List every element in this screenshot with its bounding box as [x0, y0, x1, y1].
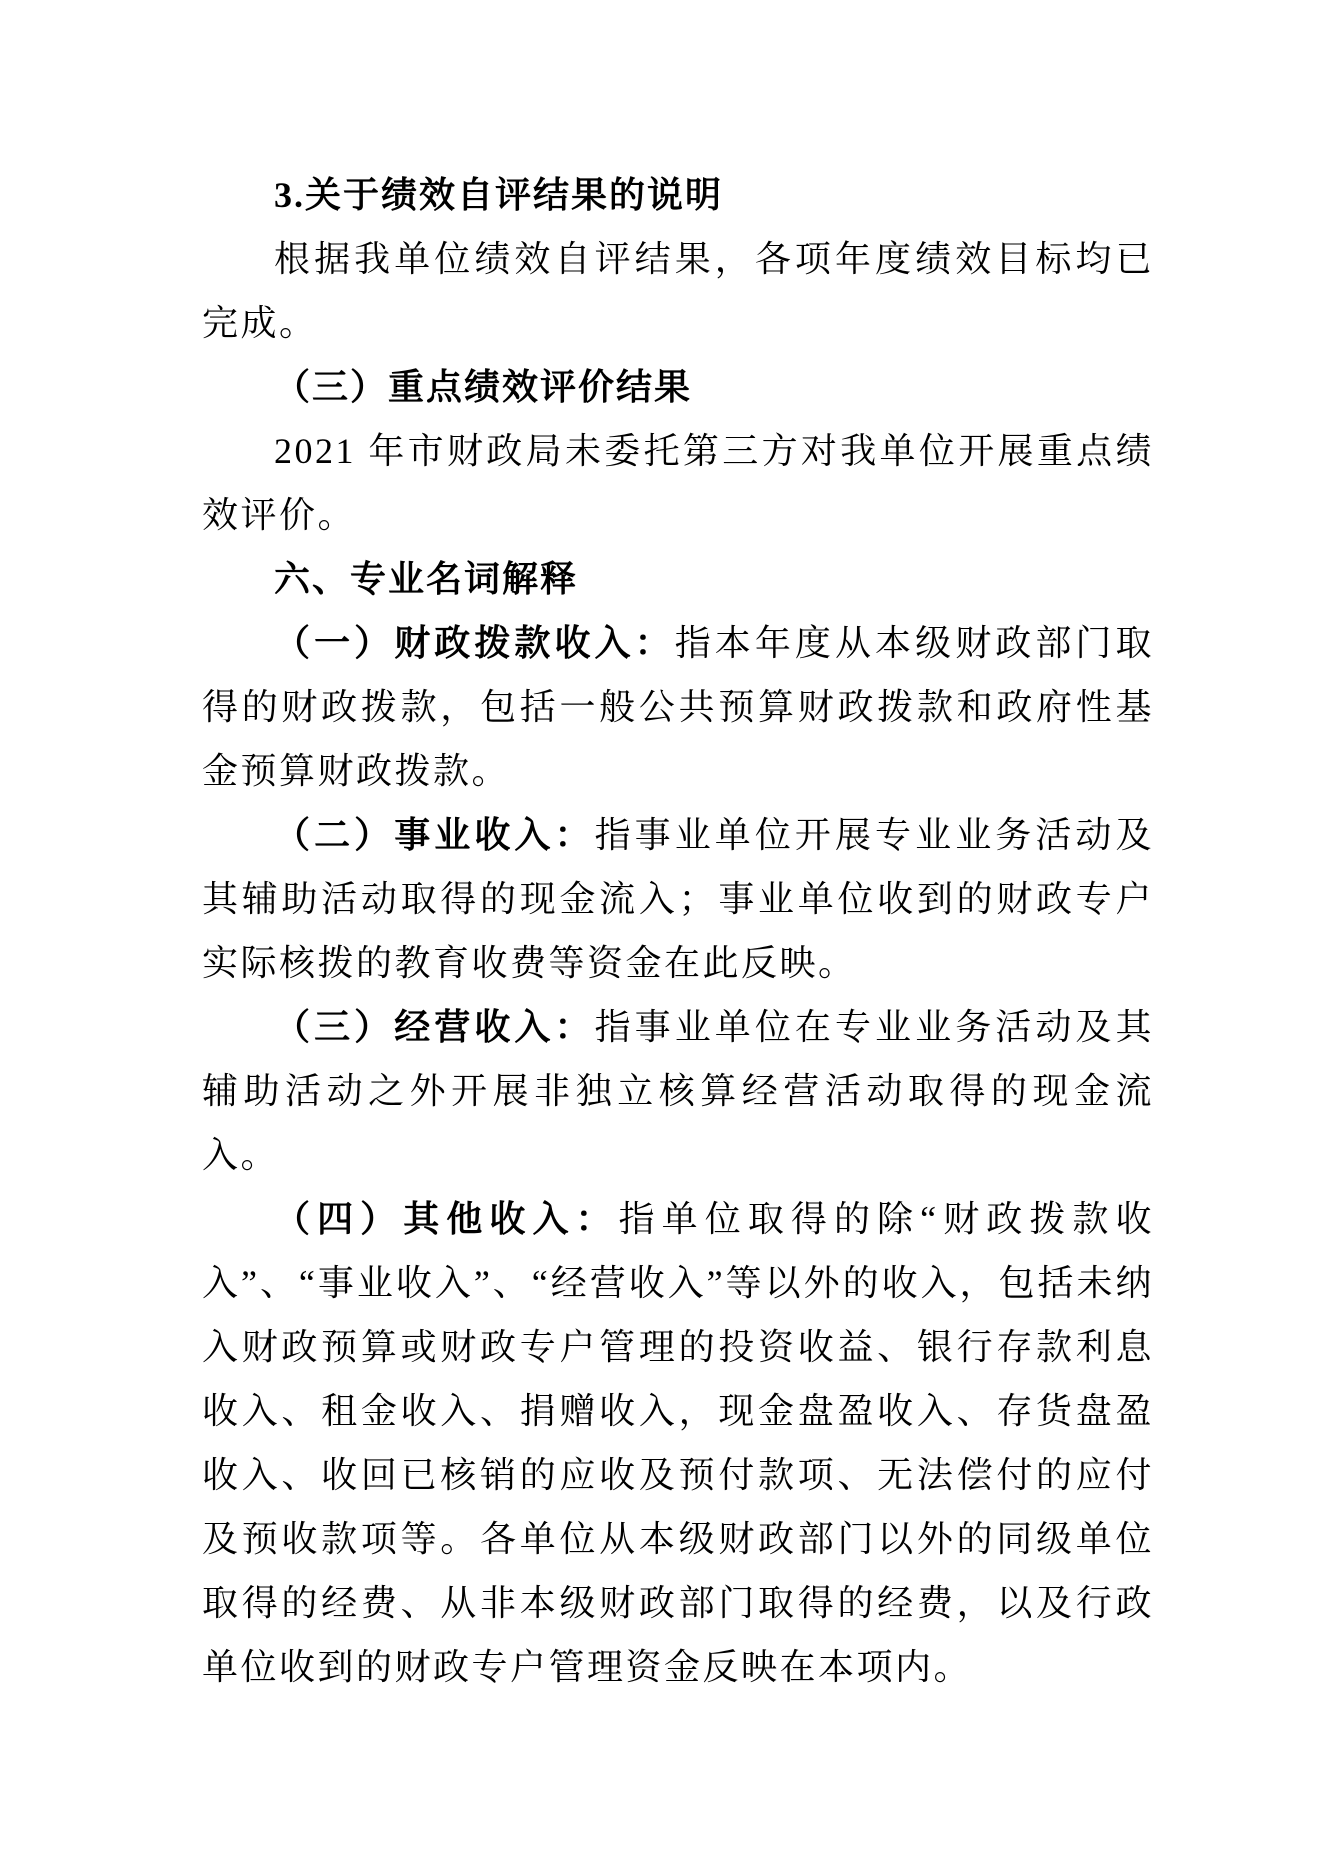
- term-label-fiscal-appropriation-income: （一）财政拨款收入：: [274, 623, 675, 663]
- paragraph-key-performance-evaluation: 2021 年市财政局未委托第三方对我单位开展重点绩效评价。: [202, 431, 1154, 535]
- paragraph-term-other-income: [202, 1187, 1154, 1699]
- heading-key-performance-evaluation: （三）重点绩效评价结果: [274, 367, 693, 407]
- paragraph-term-operating-income: [202, 995, 1154, 1187]
- paragraph-term-institutional-income: [202, 803, 1154, 995]
- term-definition-institutional-income: 指事业单位开展专业业务活动及其辅助活动取得的现金流入；事业单位收到的财政专户实际核拨的教育收费等资金在此反映。: [202, 815, 1154, 983]
- term-definition-other-income: 指单位取得的除“财政拨款收入”、“事业收入”、“经营收入”等以外的收入，包括未纳入财政预算或财政专户管理的投资收益、银行存款利息收入、租金收入、捐赠收入，现金盘盈收入、存货盘盈收入、收回已核销的应收及预付款项、无法偿付的应付及预收款项等。各单位从本级财政部门以外的同级单位取得的经费、从非本级财政部门取得的经费，以及行政单位收到的财政专户管理资金反映在本项内。: [202, 1199, 1154, 1687]
- paragraph-self-evaluation-result: 根据我单位绩效自评结果，各项年度绩效目标均已完成。: [202, 239, 1154, 343]
- term-definition-operating-income: 指事业单位在专业业务活动及其辅助活动之外开展非独立核算经营活动取得的现金流入。: [202, 1007, 1154, 1175]
- term-label-operating-income: （三）经营收入：: [274, 1007, 595, 1047]
- paragraph-term-fiscal-appropriation-income: [202, 611, 1154, 803]
- heading-self-evaluation-note: 3.关于绩效自评结果的说明: [274, 175, 724, 215]
- term-definition-fiscal-appropriation-income: 指本年度从本级财政部门取得的财政拨款，包括一般公共预算财政拨款和政府性基金预算财政拨款。: [202, 623, 1154, 791]
- term-label-other-income: （四）其他收入：: [274, 1199, 619, 1239]
- term-label-institutional-income: （二）事业收入：: [274, 815, 595, 855]
- heading-terminology-section: 六、专业名词解释: [274, 558, 579, 599]
- document-content: [202, 163, 1154, 1699]
